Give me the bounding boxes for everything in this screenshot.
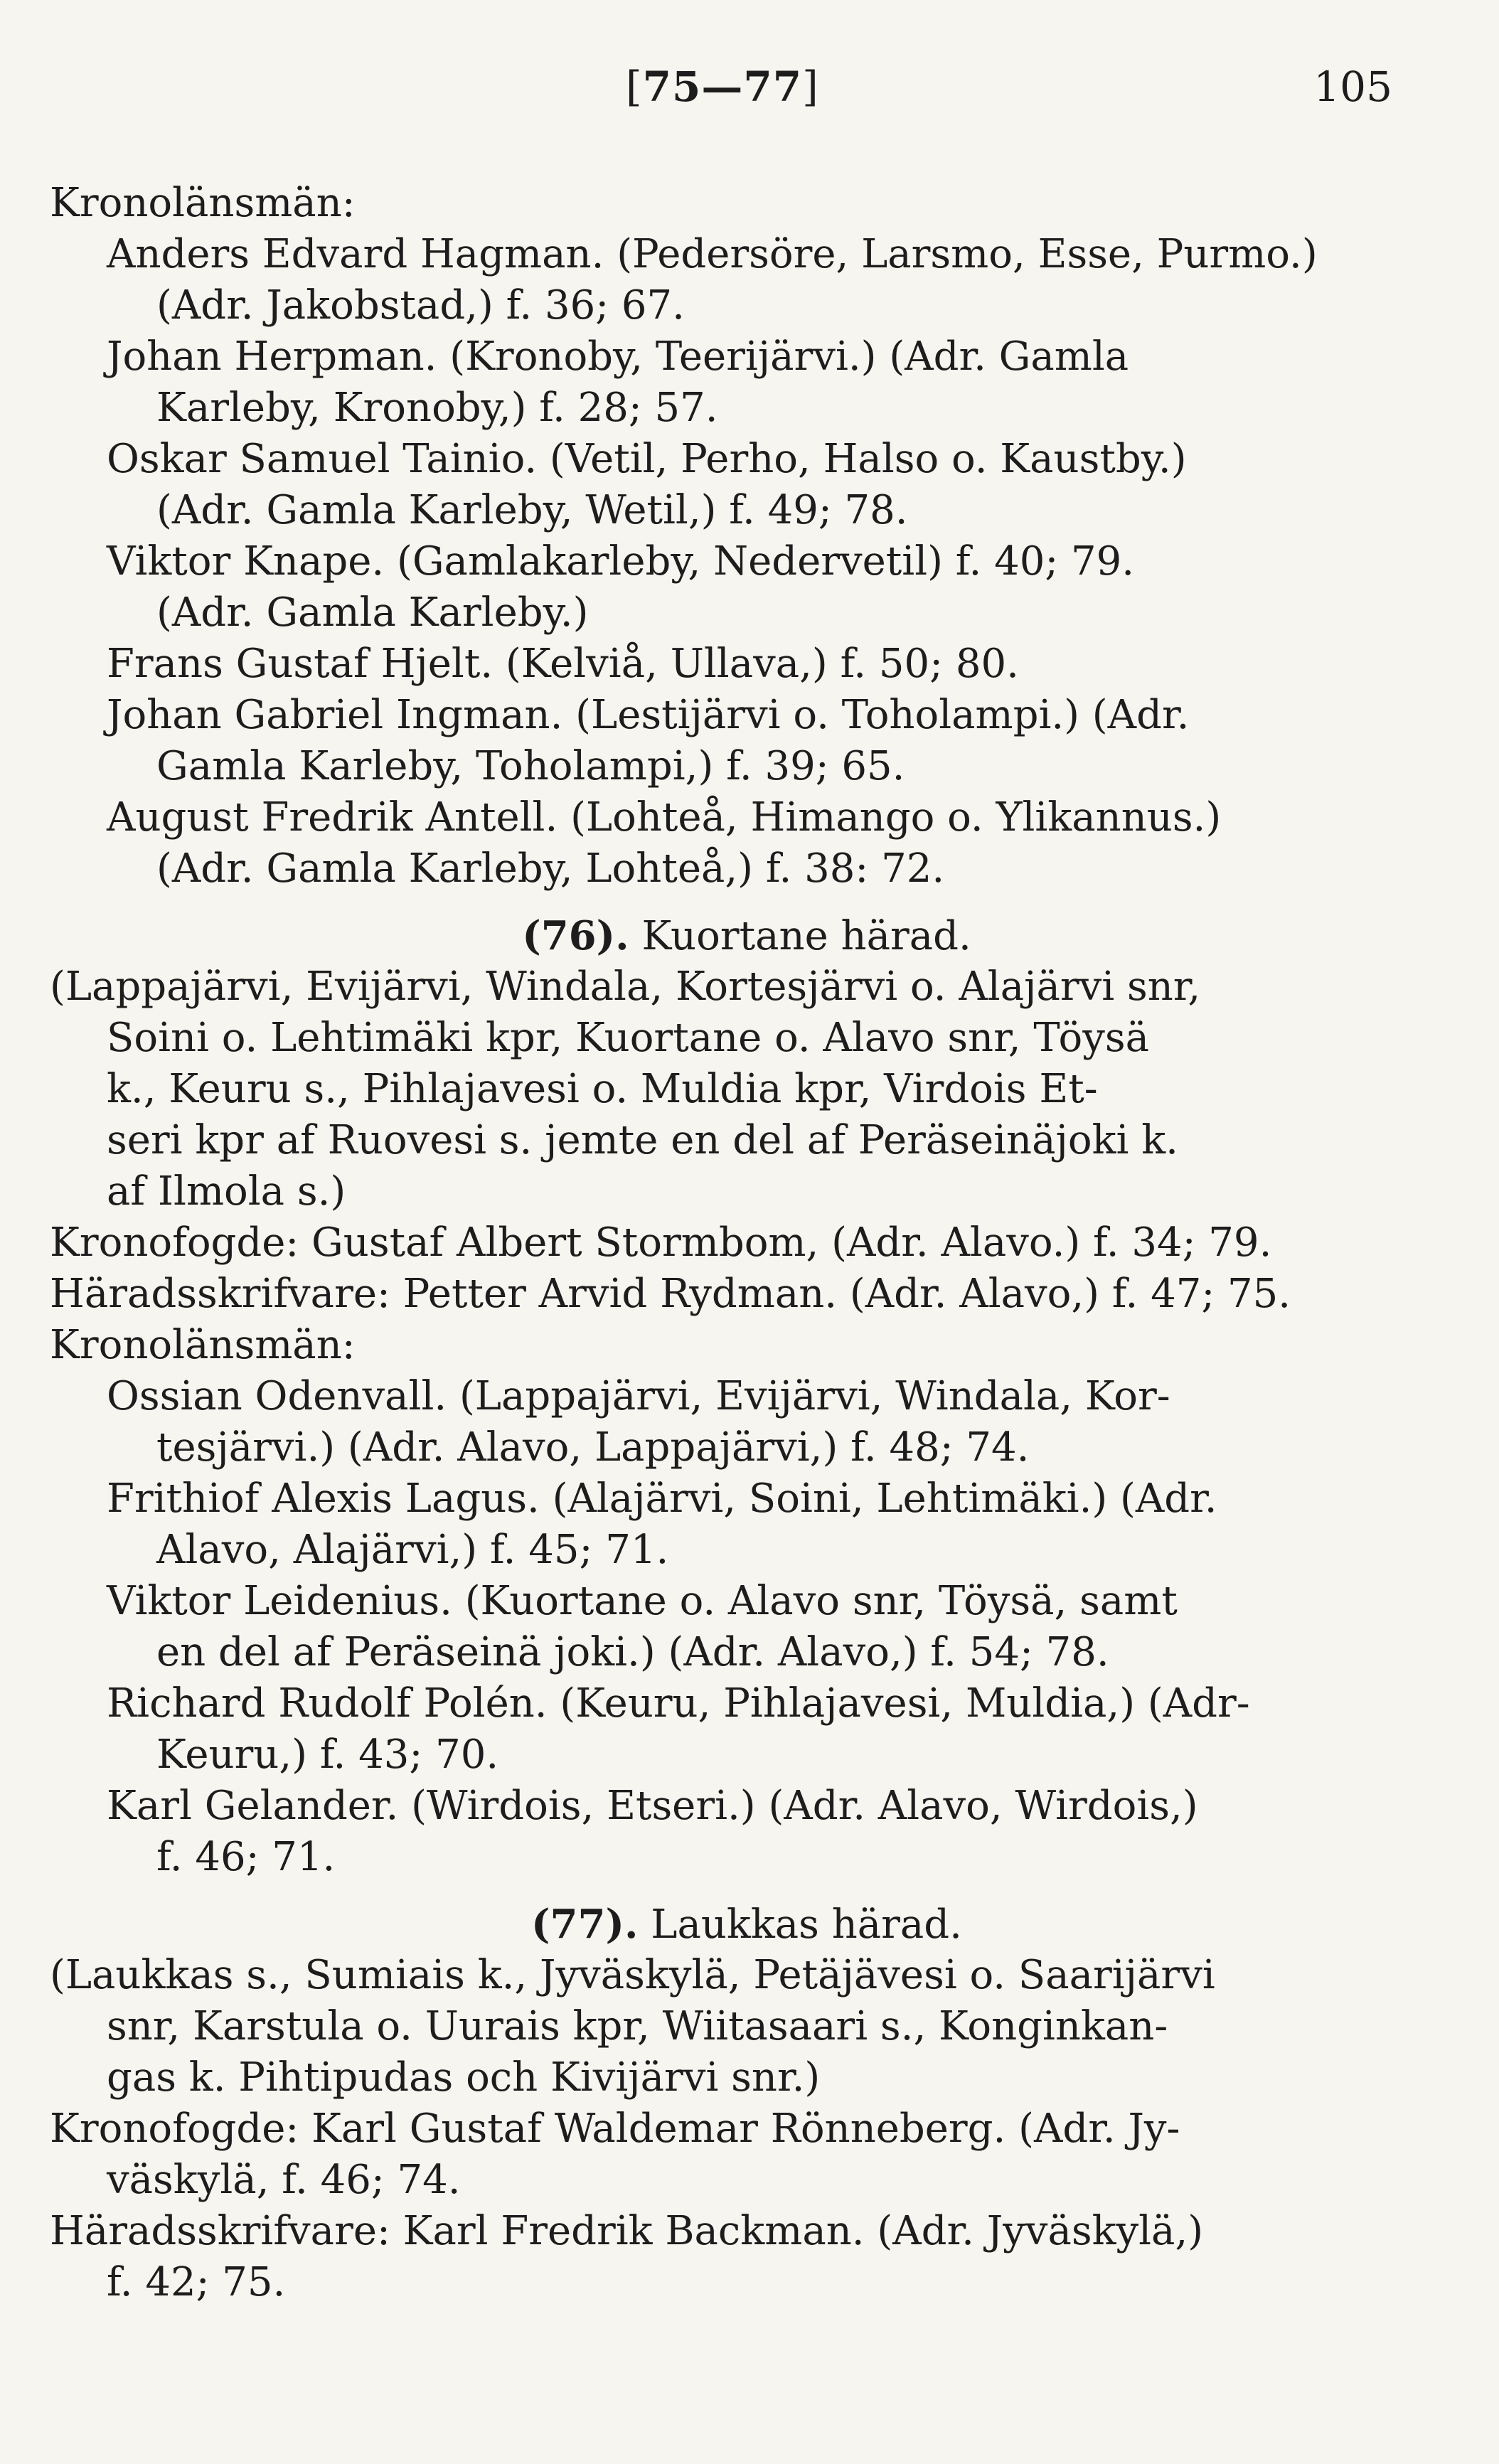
section-77-number: (77). (531, 1901, 639, 1948)
entry-line: Johan Herpman. (Kronoby, Teerijärvi.) (Adr. Gamla (107, 334, 1129, 380)
section-76-line: (Lappajärvi, Evijärvi, Windala, Kortesjärvi o. Alajärvi snr, (50, 964, 1201, 1010)
entry-line: Viktor Knape. (Gamlakarleby, Nedervetil) f. 40; 79. (107, 538, 1135, 585)
section-76-line: Ossian Odenvall. (Lappajärvi, Evijärvi, Windala, Kor- (107, 1373, 1170, 1419)
section-77-line: gas k. Pihtipudas och Kivijärvi snr.) (107, 2054, 821, 2101)
section-76-line: Kronolänsmän: (50, 1322, 356, 1368)
section-76-line: Alavo, Alajärvi,) f. 45; 71. (156, 1527, 669, 1573)
entry-line: Frans Gustaf Hjelt. (Kelviå, Ullava,) f. 50; 80. (107, 641, 1019, 687)
entry-line: (Adr. Gamla Karleby, Lohteå,) f. 38: 72. (156, 846, 945, 892)
section-76-line: Soini o. Lehtimäki kpr, Kuortane o. Alavo snr, Töysä (107, 1015, 1150, 1061)
section-77-line: (Laukkas s., Sumiais k., Jyväskylä, Petäjävesi o. Saarijärvi (50, 1952, 1215, 1998)
section-76-line: Keuru,) f. 43; 70. (156, 1732, 499, 1778)
section-76-line: f. 46; 71. (156, 1834, 336, 1880)
section-77-line: Kronofogde: Karl Gustaf Waldemar Rönneberg. (Adr. Jy- (50, 2106, 1180, 2152)
section-76-line: Karl Gelander. (Wirdois, Etseri.) (Adr. Alavo, Wirdois,) (107, 1783, 1198, 1829)
section-76-line: seri kpr af Ruovesi s. jemte en del af Peräseinäjoki k. (107, 1117, 1178, 1163)
entry-line: (Adr. Gamla Karleby, Wetil,) f. 49; 78. (156, 487, 908, 533)
section-76-title: Kuortane härad. (641, 913, 971, 959)
entry-line: Gamla Karleby, Toholampi,) f. 39; 65. (156, 743, 905, 789)
section-77-line: väskylä, f. 46; 74. (107, 2157, 461, 2203)
section-77-line: f. 42; 75. (107, 2259, 286, 2305)
entry-line: Karleby, Kronoby,) f. 28; 57. (156, 385, 718, 431)
entry-line: August Fredrik Antell. (Lohteå, Himango o. Ylikannus.) (107, 794, 1222, 841)
page-header (0, 61, 1499, 125)
entry-line: Anders Edvard Hagman. (Pedersöre, Larsmo, Esse, Purmo.) (107, 231, 1318, 277)
range-open-bracket: [ (626, 63, 643, 111)
section-76-number: (76). (522, 912, 629, 959)
section-76-line: en del af Peräseinä joki.) (Adr. Alavo,) f. 54; 78. (156, 1629, 1109, 1675)
section-76-line: Viktor Leidenius. (Kuortane o. Alavo snr, Töysä, samt (107, 1578, 1178, 1624)
range-text: 75—77 (642, 63, 803, 111)
entry-line: Johan Gabriel Ingman. (Lestijärvi o. Toholampi.) (Adr. (107, 692, 1190, 738)
section-76-line: Kronofogde: Gustaf Albert Stormbom, (Adr. Alavo.) f. 34; 79. (50, 1220, 1272, 1266)
section-77-heading (50, 1899, 1444, 1950)
section-76-line: Frithiof Alexis Lagus. (Alajärvi, Soini, Lehtimäki.) (Adr. (107, 1476, 1217, 1522)
section-76-line: k., Keuru s., Pihlajavesi o. Muldia kpr, Virdois Et- (107, 1066, 1098, 1112)
section-77-title: Laukkas härad. (651, 1902, 962, 1948)
section-77-line: Häradsskrifvare: Karl Fredrik Backman. (Adr. Jyväskylä,) (50, 2208, 1204, 2254)
page-number: 105 (1313, 63, 1392, 111)
section-range (626, 61, 819, 112)
section-76-line: af Ilmola s.) (107, 1168, 346, 1215)
entry-line: Oskar Samuel Tainio. (Vetil, Perho, Halso o. Kaustby.) (107, 436, 1187, 482)
section-76-line: tesjärvi.) (Adr. Alavo, Lappajärvi,) f. 48; 74. (156, 1424, 1030, 1471)
page-body (50, 178, 1444, 2308)
entry-line: (Adr. Gamla Karleby.) (156, 590, 589, 636)
heading-kronolansman: Kronolänsmän: (50, 180, 356, 226)
section-76-line: Richard Rudolf Polén. (Keuru, Pihlajavesi, Muldia,) (Adr- (107, 1680, 1250, 1727)
section-77-line: snr, Karstula o. Uurais kpr, Wiitasaari s., Konginkan- (107, 2003, 1168, 2049)
entry-line: (Adr. Jakobstad,) f. 36; 67. (156, 282, 685, 329)
section-76-heading (50, 910, 1444, 961)
section-76-line: Häradsskrifvare: Petter Arvid Rydman. (Adr. Alavo,) f. 47; 75. (50, 1271, 1291, 1317)
range-close-bracket: ] (802, 63, 819, 111)
